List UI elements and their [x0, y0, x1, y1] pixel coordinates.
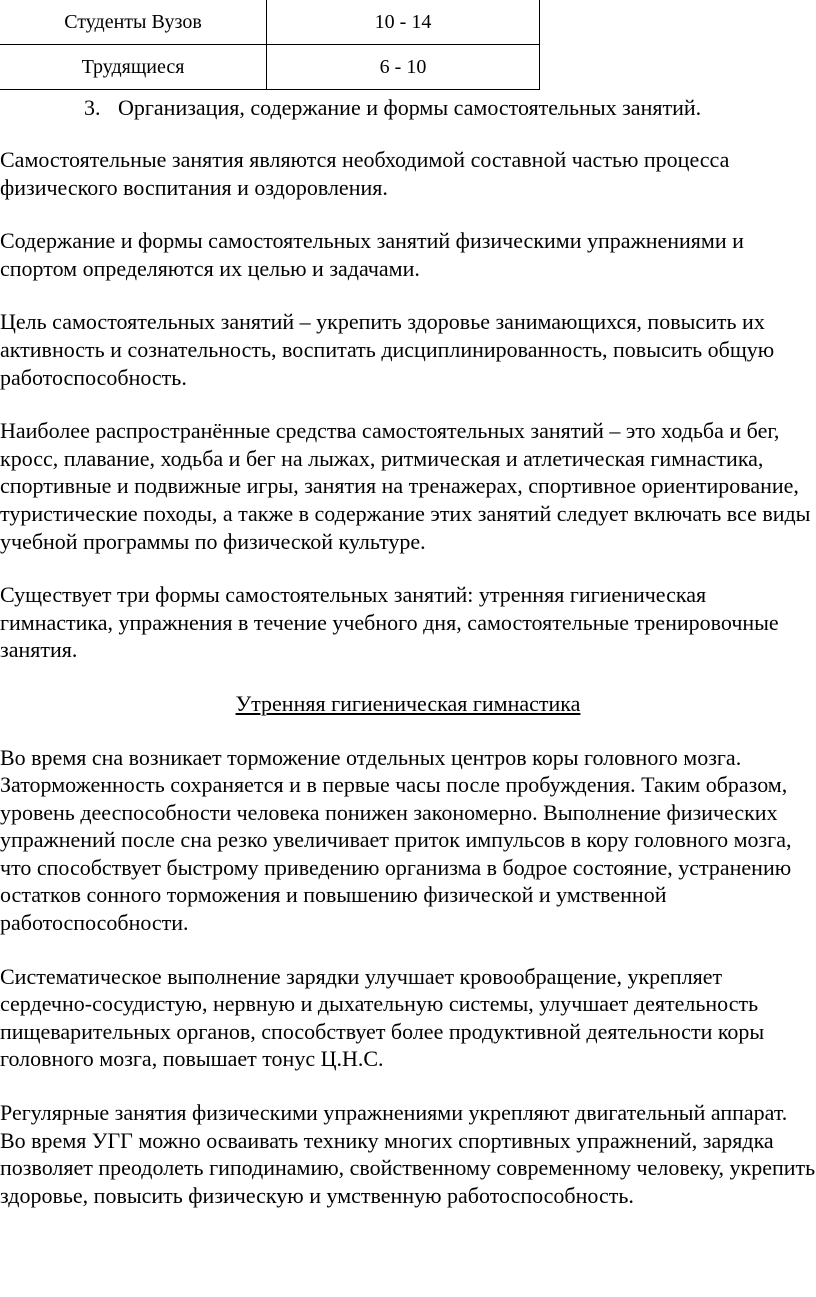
paragraph: Систематическое выполнение зарядки улучшает кровообращение, укрепляет сердечно-сосудистую, нервную и дыхательную системы, улучшает деятельность пищеварительных органов, способствует более продуктивной деятельности коры головного мозга, повышает тонус Ц.Н.С.	[0, 963, 765, 1072]
table-cell-group: Трудящиеся	[0, 45, 267, 90]
paragraph: Во время сна возникает торможение отдельных центров коры головного мозга. Заторможенность сохраняется и в первые часы после пробуждения. Таким образом, уровень дееспособности человека понижен закономерно. Выполнение физических упражнений после сна резко увеличивает приток импульсов в кору головного мозга, что способствует быстрому приведению организма в бодрое состояние, устранению остатков сонного торможения и повышению физической и умственной работоспособности.	[0, 744, 792, 936]
paragraph: Цель самостоятельных занятий – укрепить здоровье занимающихся, повысить их активность и сознательность, воспитать дисциплинированность, повысить общую работоспособность.	[0, 309, 775, 390]
paragraph: Содержание и формы самостоятельных занятий физическими упражнениями и спортом определяются их целью и задачами.	[0, 228, 744, 281]
paragraph: Регулярные занятия физическими упражнениями укрепляют двигательный аппарат. Во время УГГ можно осваивать технику многих спортивных упражнений, зарядка позволяет преодолеть гиподинамию, свойственному современному человеку, укрепить здоровье, повысить физическую и умственную работоспособность.	[0, 1100, 816, 1208]
body-text	[0, 146, 816, 1235]
paragraph: Наиболее распространённые средства самостоятельных занятий – это ходьба и бег, кросс, плавание, ходьба и бег на лыжах, ритмическая и атлетическая гимнастика, спортивные и подвижные игры, занятия на тренажерах, спортивное ориентирование, туристические походы, а также в содержание этих занятий следует включать все виды учебной программы по физической культуре.	[0, 418, 811, 554]
table-cell-value: 10 - 14	[267, 0, 540, 45]
paragraph: Самостоятельные занятия являются необходимой составной частью процесса физического воспитания и оздоровления.	[0, 147, 730, 200]
load-table	[0, 0, 540, 90]
subheading: Утренняя гигиеническая гимнастика	[235, 690, 581, 716]
table-row	[0, 0, 540, 45]
table-cell-group: Студенты Вузов	[0, 0, 267, 45]
section-heading	[84, 94, 701, 122]
paragraph: Существует три формы самостоятельных занятий: утренняя гигиеническая гимнастика, упражнения в течение учебного дня, самостоятельные тренировочные занятия.	[0, 582, 779, 663]
section-number: 3.	[84, 95, 101, 120]
table-cell-value: 6 - 10	[267, 45, 540, 90]
table-row	[0, 45, 540, 90]
section-title: Организация, содержание и формы самостоятельных занятий.	[118, 95, 702, 120]
